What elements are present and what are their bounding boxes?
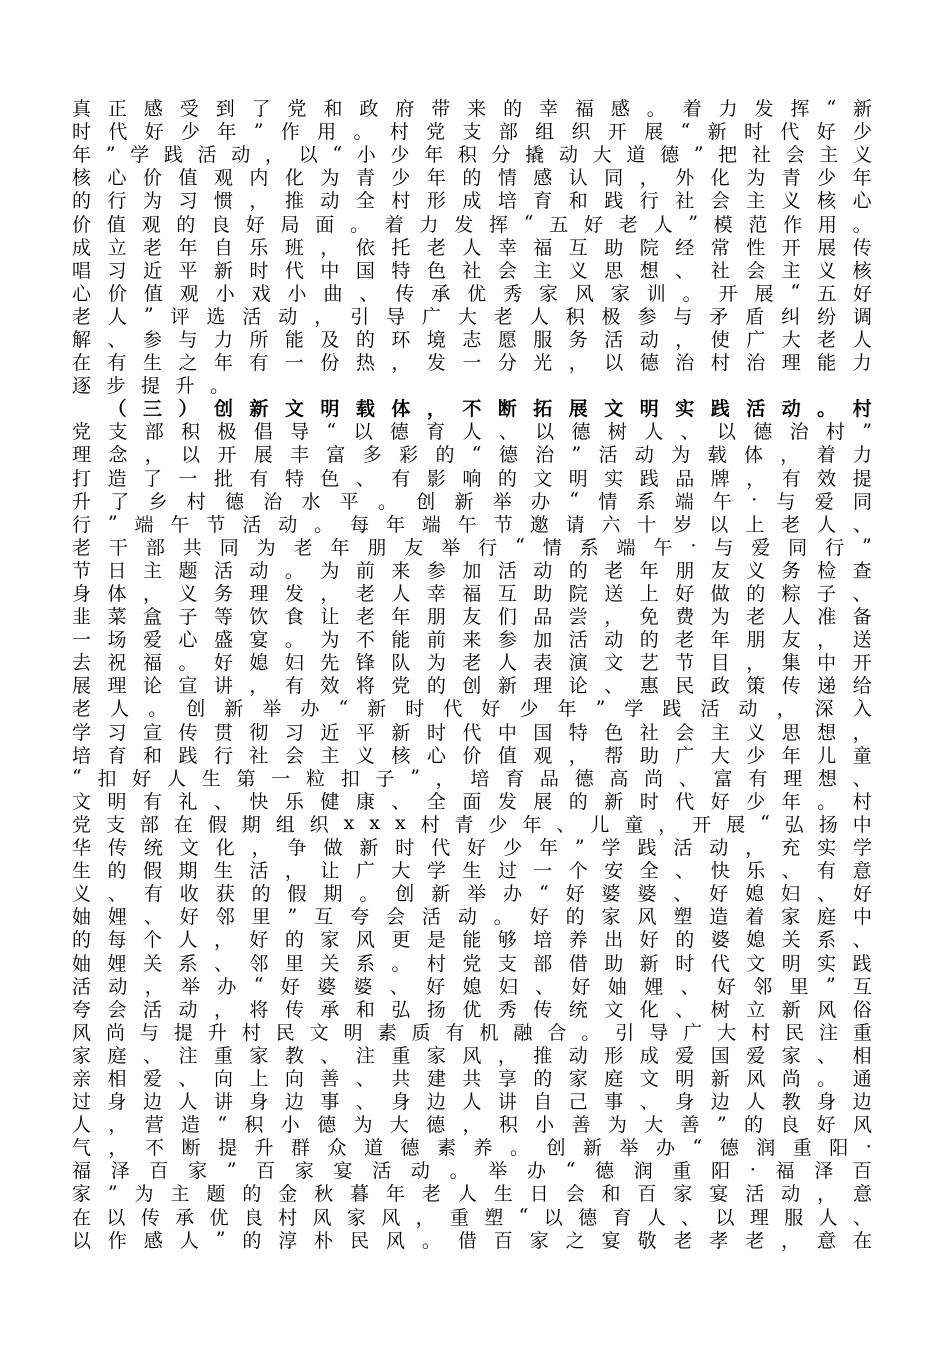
text-line: 文 明 有 礼 、 快 乐 健 康 、 全 面 发 展 的 新 时 代 好 少 年 。 村 (72, 790, 872, 813)
text-line: 妯 娌 关 系 、 邻 里 关 系 。 村 党 支 部 借 助 新 时 代 文 明 实 践 (72, 952, 872, 975)
text-line: 生 的 假 期 生 活 ， 让 广 大 学 生 过 一 个 安 全 、 快 乐 、 有 意 (72, 860, 872, 883)
text-line: 成 立 老 年 自 乐 班 ， 依 托 老 人 幸 福 互 助 院 经 常 性 开 展 传 (72, 236, 872, 259)
text-line: 打 造 了 一 批 有 特 色 、 有 影 响 的 文 明 实 践 品 牌 ， 有 效 提 (72, 467, 872, 490)
text-line: 韭 菜 盒 子 等 饮 食 让 老 年 朋 友 们 品 尝 ， 免 费 为 老 人 准 备 (72, 606, 872, 629)
document-body (72, 96, 872, 1251)
text-line: （ 三 ） 创 新 文 明 载 体 ， 不 断 拓 展 文 明 实 践 活 动 。 村 (107, 398, 872, 421)
text-line: 华 传 统 文 化 ， 争 做 新 时 代 好 少 年 ” 学 践 活 动 ， 充 实 学 (72, 835, 872, 860)
text-line: 培 育 和 践 行 社 会 主 义 核 心 价 值 观 ， 帮 助 广 大 少 年 儿 童 (72, 744, 872, 767)
text-line: 党 支 部 积 极 倡 导 “ 以 德 育 人 、 以 德 树 人 、 以 德 治 村 ” (72, 419, 872, 444)
text-line: 升 了 乡 村 德 治 水 平 。 创 新 举 办 “ 情 系 端 午 · 与 爱 同 (72, 489, 872, 513)
text-line: 在 有 生 之 年 有 一 份 热 ， 发 一 分 光 ， 以 德 治 村 治 理 能 力 (72, 352, 872, 375)
text-line: 的 每 个 人 ， 好 的 家 风 更 是 能 够 培 养 出 好 的 婆 媳 关 系 、 (72, 929, 872, 952)
text-line: 心 价 值 观 小 戏 小 曲 、 传 承 优 秀 家 风 家 训 。 开 展 “ 五 好 (72, 281, 872, 305)
text-line: 过 身 边 人 讲 身 边 事 、 身 边 人 讲 自 己 事 、 身 边 人 教 身 边 (72, 1091, 872, 1114)
text-line: 气 ， 不 断 提 升 群 众 道 德 素 养 。 创 新 举 办 “ 德 润 重 阳 · (72, 1135, 872, 1160)
text-line: 唱 习 近 平 新 时 代 中 国 特 色 社 会 主 义 思 想 、 社 会 主 义 核 (72, 259, 872, 282)
text-line: 以 作 感 人 ” 的 淳 朴 民 风 。 借 百 家 之 宴 敬 老 孝 老 ， 意 在 (72, 1228, 872, 1252)
text-line: 行 ” 端 午 节 活 动 。 每 年 端 午 节 邀 请 六 十 岁 以 上 老 人 、 (72, 512, 872, 536)
text-line: 身 体 ， 义 务 理 发 ， 老 人 幸 福 互 助 院 送 上 好 做 的 粽 子 、 (72, 583, 872, 606)
text-line: 学 习 宣 传 贯 彻 习 近 平 新 时 代 中 国 特 色 社 会 主 义 思 想 ， (72, 721, 872, 744)
text-line: 家 ” 为 主 题 的 金 秋 暮 年 老 人 生 日 会 和 百 家 宴 活 动 ， 意 (72, 1181, 872, 1206)
text-line: 节 日 主 题 活 动 。 为 前 来 参 加 活 动 的 老 年 朋 友 义 务 检 查 (72, 559, 872, 582)
text-line: 时 代 好 少 年 ” 作 用 。 村 党 支 部 组 织 开 展 “ 新 时 代 好 少 (72, 119, 872, 144)
text-line: 妯 娌 、 好 邻 里 ” 互 夸 会 活 动 。 好 的 家 风 塑 造 着 家 庭 中 (72, 904, 872, 929)
text-line: 真 正 感 受 到 了 党 和 政 府 带 来 的 幸 福 感 。 着 力 发 挥 “ 新 (72, 96, 872, 121)
text-line: 年 ” 学 践 活 动 ， 以 “ 小 少 年 积 分 撬 动 大 道 德 ” 把 社 会 主 义 (72, 142, 872, 167)
text-line: 展 理 论 宣 讲 ， 有 效 将 党 的 创 新 理 论 、 惠 民 政 策 传 递 给 (72, 675, 872, 698)
text-line: 老 人 。 创 新 举 办 “ 新 时 代 好 少 年 ” 学 践 活 动 ， 深 入 (72, 696, 872, 721)
text-line: 风 尚 与 提 升 村 民 文 明 素 质 有 机 融 合 。 引 导 广 大 村 民 注 重 (72, 1021, 872, 1044)
text-line: 党 支 部 在 假 期 组 织 x x x 村 青 少 年 、 儿 童 ， 开 展 “ 弘 扬 中 (72, 812, 872, 836)
text-line: 在 以 传 承 优 良 村 风 家 风 ， 重 塑 “ 以 德 育 人 、 以 理 服 人 、 (72, 1205, 872, 1229)
text-line: 一 场 爱 心 盛 宴 。 为 不 能 前 来 参 加 活 动 的 老 年 朋 友 ， 送 (72, 629, 872, 652)
text-line: 老 干 部 共 同 为 老 年 朋 友 举 行 “ 情 系 端 午 · 与 爱 同 行 ” (72, 535, 872, 559)
text-line: 解 、 参 与 力 所 能 及 的 环 境 志 愿 服 务 活 动 ， 使 广 大 老 人 (72, 328, 872, 351)
text-line: 的 行 为 习 惯 ， 推 动 全 村 形 成 培 育 和 践 行 社 会 主 义 核 心 (72, 190, 872, 213)
text-line: 福 泽 百 家 ” 百 家 宴 活 动 。 举 办 “ 德 润 重 阳 · 福 泽 百 (72, 1158, 872, 1183)
text-line: 夸 会 活 动 ， 将 传 承 和 弘 扬 优 秀 传 统 文 化 、 树 立 新 风 俗 (72, 998, 872, 1021)
text-line: 义 、 有 收 获 的 假 期 。 创 新 举 办 “ 好 婆 婆 、 好 媳 妇 、 好 (72, 881, 872, 906)
text-line: “ 扣 好 人 生 第 一 粒 扣 子 ” ， 培 育 品 德 高 尚 、 富 有 理 想 、 (72, 766, 872, 790)
text-line: 亲 相 爱 、 向 上 向 善 、 共 建 共 享 的 家 庭 文 明 新 风 尚 。 通 (72, 1067, 872, 1090)
text-line: 老 人 ” 评 选 活 动 ， 引 导 广 大 老 人 积 极 参 与 矛 盾 纠 纷 调 (72, 304, 872, 328)
text-line: 活 动 ， 举 办 “ 好 婆 婆 、 好 媳 妇 、 好 妯 娌 、 好 邻 里 ” 互 (72, 974, 872, 998)
text-line: 核 心 价 值 观 内 化 为 青 少 年 的 情 感 认 同 ， 外 化 为 青 少 年 (72, 167, 872, 190)
text-line: 去 祝 福 。 好 媳 妇 先 锋 队 为 老 人 表 演 文 艺 节 目 ， 集 中 开 (72, 652, 872, 675)
text-line: 逐 步 提 升 。 (72, 375, 230, 398)
text-line: 人 ， 营 造 “ 积 小 德 为 大 德 ， 积 小 善 为 大 善 ” 的 良 好 风 (72, 1112, 872, 1137)
text-line: 家 庭 、 注 重 家 教 、 注 重 家 风 ， 推 动 形 成 爱 国 爱 家 、 相 (72, 1044, 872, 1067)
text-line: 理 念 ， 以 开 展 丰 富 多 彩 的 “ 德 治 ” 活 动 为 载 体 ， 着 力 (72, 442, 872, 467)
text-line: 价 值 观 的 良 好 局 面 。 着 力 发 挥 “ 五 好 老 人 ” 模 范 作 用 。 (72, 212, 872, 236)
